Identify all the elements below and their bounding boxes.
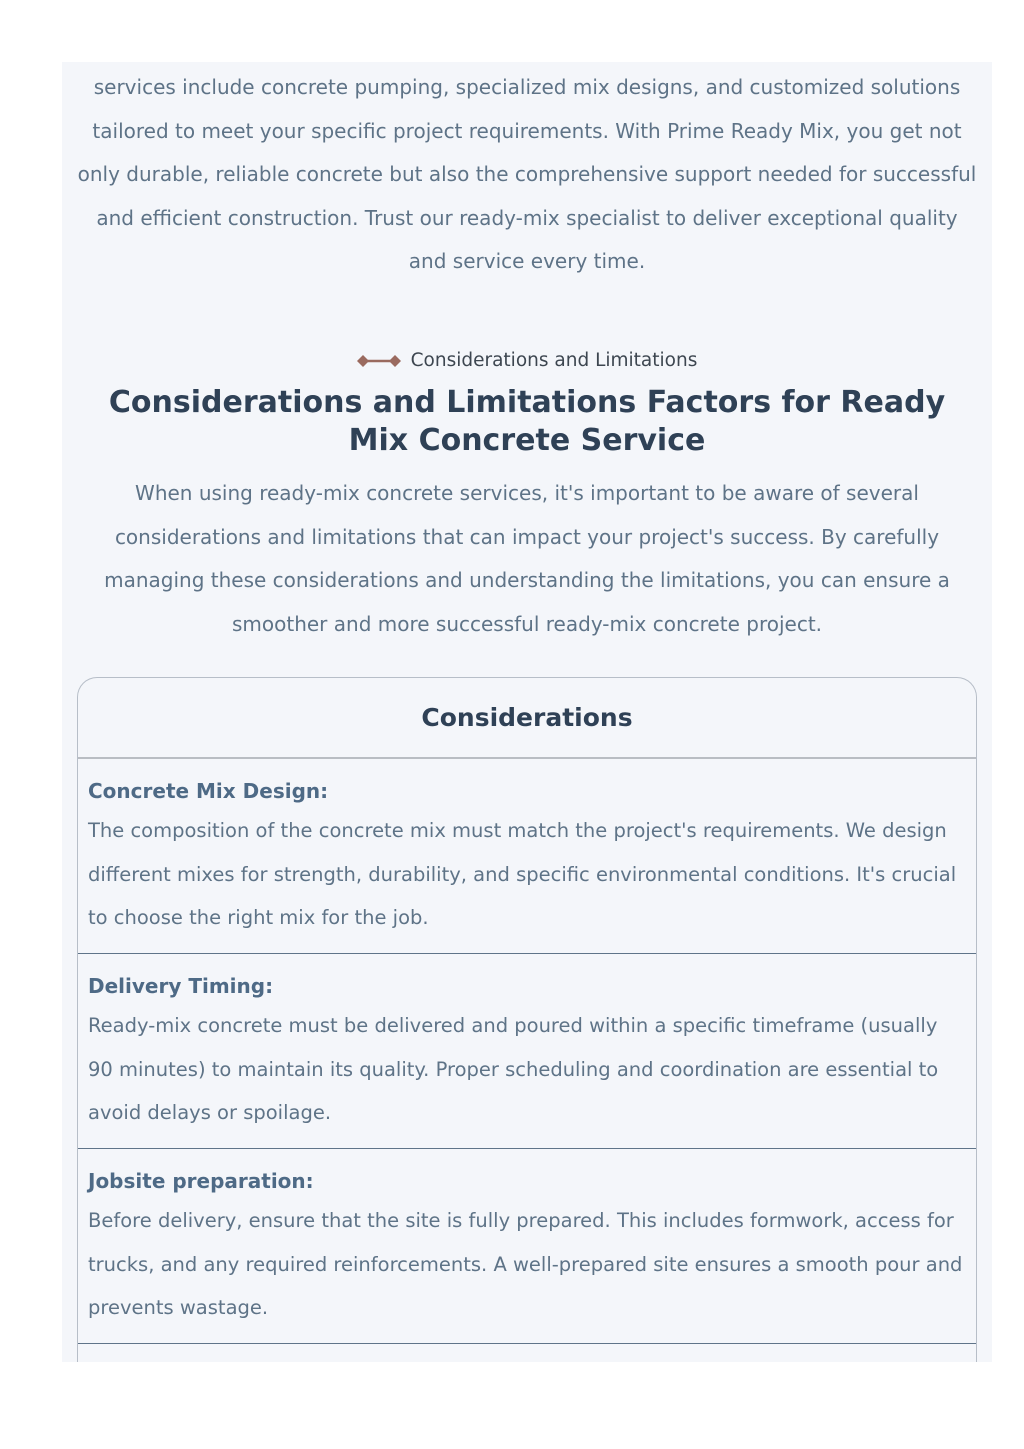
considerations-card: [77, 677, 977, 1362]
diamond-connector-icon: [357, 354, 401, 368]
considerations-heading: Considerations: [78, 678, 976, 759]
section-eyebrow: [62, 350, 992, 371]
consideration-title: Jobsite preparation:: [88, 1169, 314, 1193]
consideration-text: The composition of the concrete mix must match the project's requirements. We design different mixes for strength, durability, and specific environmental conditions. It's crucial to choose the right mix for the job.: [88, 819, 957, 929]
section-description: When using ready-mix concrete services, it's important to be aware of several considerations and limitations that can impact your project's success. By carefully managing these considerations and understanding the limitations, you can ensure a smoother and more successful ready-mix concrete project.: [104, 481, 950, 636]
consideration-item: [78, 1149, 976, 1344]
intro-paragraph: services include concrete pumping, specialized mix designs, and customized solutions tailored to meet your specific project requirements. With Prime Ready Mix, you get not only durable, reliable concrete but also the comprehensive support needed for successful and efficient construction. Trust our ready-mix specialist to deliver exceptional quality and service every time.: [77, 75, 977, 273]
eyebrow-label: Considerations and Limitations: [410, 350, 698, 371]
consideration-text: Ready-mix concrete must be delivered and poured within a specific timeframe (usually 90 minutes) to maintain its quality. Proper scheduling and coordination are essential to avoid delays or spoilage.: [88, 1014, 939, 1124]
consideration-item: [78, 954, 976, 1149]
consideration-title: Concrete Mix Design:: [88, 779, 329, 803]
consideration-item: [78, 759, 976, 954]
consideration-text: Before delivery, ensure that the site is fully prepared. This includes formwork, access for trucks, and any required reinforcements. A well-prepared site ensures a smooth pour and prevents wastage.: [88, 1209, 963, 1319]
consideration-title: Delivery Timing:: [88, 974, 274, 998]
section-title: Considerations and Limitations Factors for Ready Mix Concrete Service: [108, 385, 946, 458]
content-panel: [62, 62, 992, 1362]
